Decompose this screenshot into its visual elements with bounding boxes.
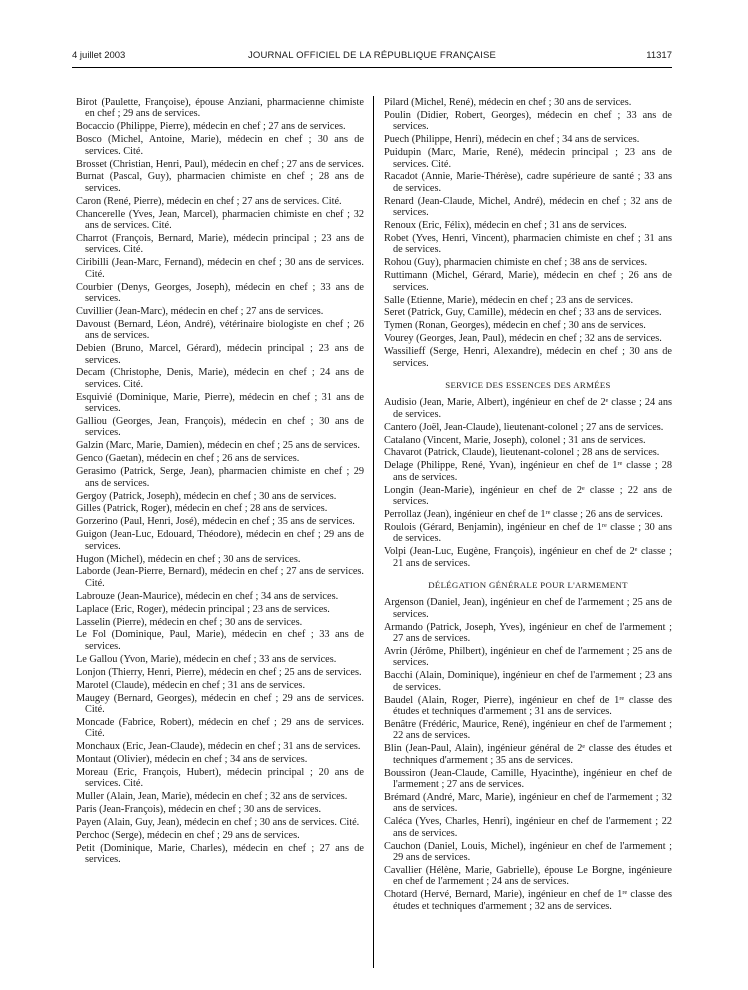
- list-entry: Seret (Patrick, Guy, Camille), médecin en chef ; 33 ans de services.: [384, 307, 662, 319]
- list-entry: Muller (Alain, Jean, Marie), médecin en chef ; 32 ans de services.: [76, 791, 348, 803]
- list-entry: Le Gallou (Yvon, Marie), médecin en chef ; 33 ans de services.: [76, 653, 337, 665]
- list-entry: Longin (Jean-Marie), ingénieur en chef de 2ᵉ classe ; 22 ans de services.: [384, 484, 672, 508]
- list-entry: Racadot (Annie, Marie-Thérèse), cadre supérieure de santé ; 33 ans de services.: [384, 171, 672, 194]
- list-entry: Cantero (Joël, Jean-Claude), lieutenant-colonel ; 27 ans de services.: [384, 421, 664, 433]
- list-entry: Poulin (Didier, Robert, Georges), médecin en chef ; 33 ans de services.: [384, 109, 672, 133]
- list-entry: Charrot (François, Bernard, Marie), médecin principal ; 23 ans de services. Cité.: [76, 232, 364, 256]
- list-entry: Gergoy (Patrick, Joseph), médecin en chef ; 30 ans de services.: [76, 490, 337, 502]
- list-entry: Bocaccio (Philippe, Pierre), médecin en chef ; 27 ans de services.: [76, 121, 346, 133]
- list-entry: Burnat (Pascal, Guy), pharmacien chimiste en chef ; 28 ans de services.: [76, 171, 364, 194]
- list-entry: Pilard (Michel, René), médecin en chef ; 30 ans de services.: [384, 97, 632, 108]
- page-header: [72, 50, 672, 64]
- list-entry: Guigon (Jean-Luc, Edouard, Théodore), médecin en chef ; 29 ans de services.: [76, 529, 364, 552]
- list-entry: Ciribilli (Jean-Marc, Fernand), médecin en chef ; 30 ans de services. Cité.: [76, 257, 364, 280]
- list-entry: Hugon (Michel), médecin en chef ; 30 ans de services.: [76, 553, 301, 565]
- journal-title: JOURNAL OFFICIEL DE LA RÉPUBLIQUE FRANÇAISE: [247, 50, 497, 61]
- list-entry: Bosco (Michel, Antoine, Marie), médecin en chef ; 30 ans de services. Cité.: [76, 134, 364, 157]
- list-entry: Cavallier (Hélène, Marie, Gabrielle), épouse Le Borgne, ingénieure en chef de l'armement ; 24 ans de services.: [384, 864, 672, 888]
- list-entry: Galzin (Marc, Marie, Damien), médecin en chef ; 25 ans de services.: [76, 440, 360, 452]
- list-entry: Laborde (Jean-Pierre, Bernard), médecin en chef ; 27 ans de services. Cité.: [76, 566, 364, 589]
- list-entry: Bacchi (Alain, Dominique), ingénieur en chef de l'armement ; 23 ans de services.: [384, 670, 672, 693]
- right-column: [384, 97, 672, 914]
- list-entry: Monchaux (Eric, Jean-Claude), médecin en chef ; 31 ans de services.: [76, 741, 361, 753]
- left-column: [76, 97, 364, 867]
- list-entry: Petit (Dominique, Marie, Charles), médecin en chef ; 27 ans de services.: [76, 842, 364, 866]
- list-entry: Gerasimo (Patrick, Serge, Jean), pharmacien chimiste en chef ; 29 ans de services.: [76, 466, 364, 489]
- list-entry: Catalano (Vincent, Marie, Joseph), colonel ; 31 ans de services.: [384, 434, 646, 446]
- list-entry: Davoust (Bernard, Léon, André), vétérinaire biologiste en chef ; 26 ans de services.: [76, 318, 364, 342]
- list-entry: Brosset (Christian, Henri, Paul), médecin en chef ; 27 ans de services.: [76, 158, 364, 170]
- list-entry: Chancerelle (Yves, Jean, Marcel), pharmacien chimiste en chef ; 32 ans de services. Cité.: [76, 208, 364, 232]
- list-entry: Volpi (Jean-Luc, Eugène, François), ingénieur en chef de 2ᵉ classe ; 21 ans de services.: [384, 546, 672, 569]
- list-entry: Moncade (Fabrice, Robert), médecin en chef ; 29 ans de services. Cité.: [76, 716, 364, 740]
- list-entry: Tymen (Ronan, Georges), médecin en chef ; 30 ans de services.: [384, 320, 646, 332]
- right-column-entries: [384, 97, 672, 369]
- header-rule: [72, 67, 672, 68]
- list-entry: Galliou (Georges, Jean, François), médecin en chef ; 30 ans de services.: [76, 416, 364, 439]
- list-entry: Audisio (Jean, Marie, Albert), ingénieur en chef de 2ᵉ classe ; 24 ans de services.: [384, 397, 672, 420]
- list-entry: Caron (René, Pierre), médecin en chef ; 27 ans de services. Cité.: [76, 195, 342, 207]
- list-entry: Laplace (Eric, Roger), médecin principal ; 23 ans de services.: [76, 603, 330, 615]
- list-entry: Debien (Bruno, Marcel, Gérard), médecin principal ; 23 ans de services.: [76, 343, 364, 366]
- list-entry: Renoux (Eric, Félix), médecin en chef ; 31 ans de services.: [384, 220, 627, 232]
- list-entry: Benâtre (Frédéric, Maurice, René), ingénieur en chef de l'armement ; 22 ans de services.: [384, 719, 672, 742]
- list-entry: Cuvillier (Jean-Marc), médecin en chef ; 27 ans de services.: [76, 305, 324, 317]
- list-entry: Gilles (Patrick, Roger), médecin en chef ; 28 ans de services.: [76, 503, 328, 515]
- list-entry: Le Fol (Dominique, Paul, Marie), médecin en chef ; 33 ans de services.: [76, 629, 364, 652]
- list-entry: Decam (Christophe, Denis, Marie), médecin en chef ; 24 ans de services. Cité.: [76, 367, 364, 390]
- list-entry: Courbier (Denys, Georges, Joseph), médecin en chef ; 33 ans de services.: [76, 281, 364, 304]
- list-entry: Blin (Jean-Paul, Alain), ingénieur général de 2ᵉ classe des études et techniques d'armement ; 35 ans de services.: [384, 743, 672, 766]
- list-entry: Payen (Alain, Guy, Jean), médecin en chef ; 30 ans de services. Cité.: [76, 817, 360, 829]
- section-heading-essences: SERVICE DES ESSENCES DES ARMÉES: [445, 379, 611, 390]
- column-divider: [373, 96, 374, 968]
- list-entry: Delage (Philippe, René, Yvan), ingénieur en chef de 1ʳᵉ classe ; 28 ans de services.: [384, 460, 672, 483]
- list-entry: Boussiron (Jean-Claude, Camille, Hyacinthe), ingénieur en chef de l'armement ; 27 ans de services.: [384, 767, 672, 791]
- list-entry: Moreau (Eric, François, Hubert), médecin principal ; 20 ans de services. Cité.: [76, 766, 364, 790]
- list-entry: Perchoc (Serge), médecin en chef ; 29 ans de services.: [76, 829, 300, 841]
- list-entry: Renard (Jean-Claude, Michel, André), médecin en chef ; 32 ans de services.: [384, 195, 672, 219]
- list-entry: Puidupin (Marc, Marie, René), médecin principal ; 23 ans de services. Cité.: [384, 147, 672, 170]
- section-heading-armement: DÉLÉGATION GÉNÉRALE POUR L'ARMEMENT: [428, 580, 628, 591]
- list-entry: Avrin (Jérôme, Philbert), ingénieur en chef de l'armement ; 25 ans de services.: [384, 646, 672, 669]
- list-entry: Chavarot (Patrick, Claude), lieutenant-colonel ; 28 ans de services.: [384, 447, 660, 459]
- list-entry: Paris (Jean-François), médecin en chef ; 30 ans de services.: [76, 804, 322, 816]
- list-entry: Brémard (André, Marc, Marie), ingénieur en chef de l'armement ; 32 ans de services.: [384, 791, 672, 815]
- list-entry: Marotel (Claude), médecin en chef ; 31 ans de services.: [76, 679, 306, 691]
- list-entry: Ruttimann (Michel, Gérard, Marie), médecin en chef ; 26 ans de services.: [384, 270, 672, 293]
- list-entry: Cauchon (Daniel, Louis, Michel), ingénieur en chef de l'armement ; 29 ans de services.: [384, 840, 672, 863]
- list-entry: Roulois (Gérard, Benjamin), ingénieur en chef de 1ʳᵉ classe ; 30 ans de services.: [384, 521, 672, 545]
- armement-entries: [384, 597, 672, 912]
- list-entry: Montaut (Olivier), médecin en chef ; 34 ans de services.: [76, 754, 308, 766]
- list-entry: Robet (Yves, Henri, Vincent), pharmacien chimiste en chef ; 31 ans de services.: [384, 232, 672, 256]
- list-entry: Baudel (Alain, Roger, Pierre), ingénieur en chef de 1ʳᵉ classe des études et techniques d'armement ; 31 ans de services.: [384, 694, 672, 718]
- list-entry: Birot (Paulette, Françoise), épouse Anziani, pharmacienne chimiste en chef ; 29 ans de services.: [76, 97, 364, 120]
- list-entry: Lonjon (Thierry, Henri, Pierre), médecin en chef ; 25 ans de services.: [76, 666, 362, 678]
- list-entry: Armando (Patrick, Joseph, Yves), ingénieur en chef de l'armement ; 27 ans de services.: [384, 621, 672, 645]
- list-entry: Lasselin (Pierre), médecin en chef ; 30 ans de services.: [76, 616, 303, 628]
- list-entry: Puech (Philippe, Henri), médecin en chef ; 34 ans de services.: [384, 134, 640, 146]
- page-number: 11317: [646, 50, 672, 61]
- list-entry: Labrouze (Jean-Maurice), médecin en chef ; 34 ans de services.: [76, 590, 339, 602]
- list-entry: Chotard (Hervé, Bernard, Marie), ingénieur en chef de 1ʳᵉ classe des études et techniques d'armement ; 32 ans de services.: [384, 889, 672, 912]
- essences-entries: [384, 397, 672, 569]
- list-entry: Vourey (Georges, Jean, Paul), médecin en chef ; 32 ans de services.: [384, 333, 662, 345]
- list-entry: Wassilieff (Serge, Henri, Alexandre), médecin en chef ; 30 ans de services.: [384, 346, 672, 369]
- list-entry: Genco (Gaetan), médecin en chef ; 26 ans de services.: [76, 453, 300, 465]
- issue-date: 4 juillet 2003: [72, 50, 126, 61]
- list-entry: Perrollaz (Jean), ingénieur en chef de 1ʳᵉ classe ; 26 ans de services.: [384, 509, 663, 520]
- list-entry: Maugey (Bernard, Georges), médecin en chef ; 29 ans de services. Cité.: [76, 692, 364, 715]
- list-entry: Caléca (Yves, Charles, Henri), ingénieur en chef de l'armement ; 22 ans de services.: [384, 816, 672, 839]
- list-entry: Salle (Etienne, Marie), médecin en chef ; 23 ans de services.: [384, 294, 634, 306]
- list-entry: Esquivié (Dominique, Marie, Pierre), médecin en chef ; 31 ans de services.: [76, 391, 364, 415]
- list-entry: Gorzerino (Paul, Henri, José), médecin en chef ; 35 ans de services.: [76, 516, 355, 528]
- list-entry: Argenson (Daniel, Jean), ingénieur en chef de l'armement ; 25 ans de services.: [384, 597, 672, 620]
- list-entry: Rohou (Guy), pharmacien chimiste en chef ; 38 ans de services.: [384, 257, 648, 269]
